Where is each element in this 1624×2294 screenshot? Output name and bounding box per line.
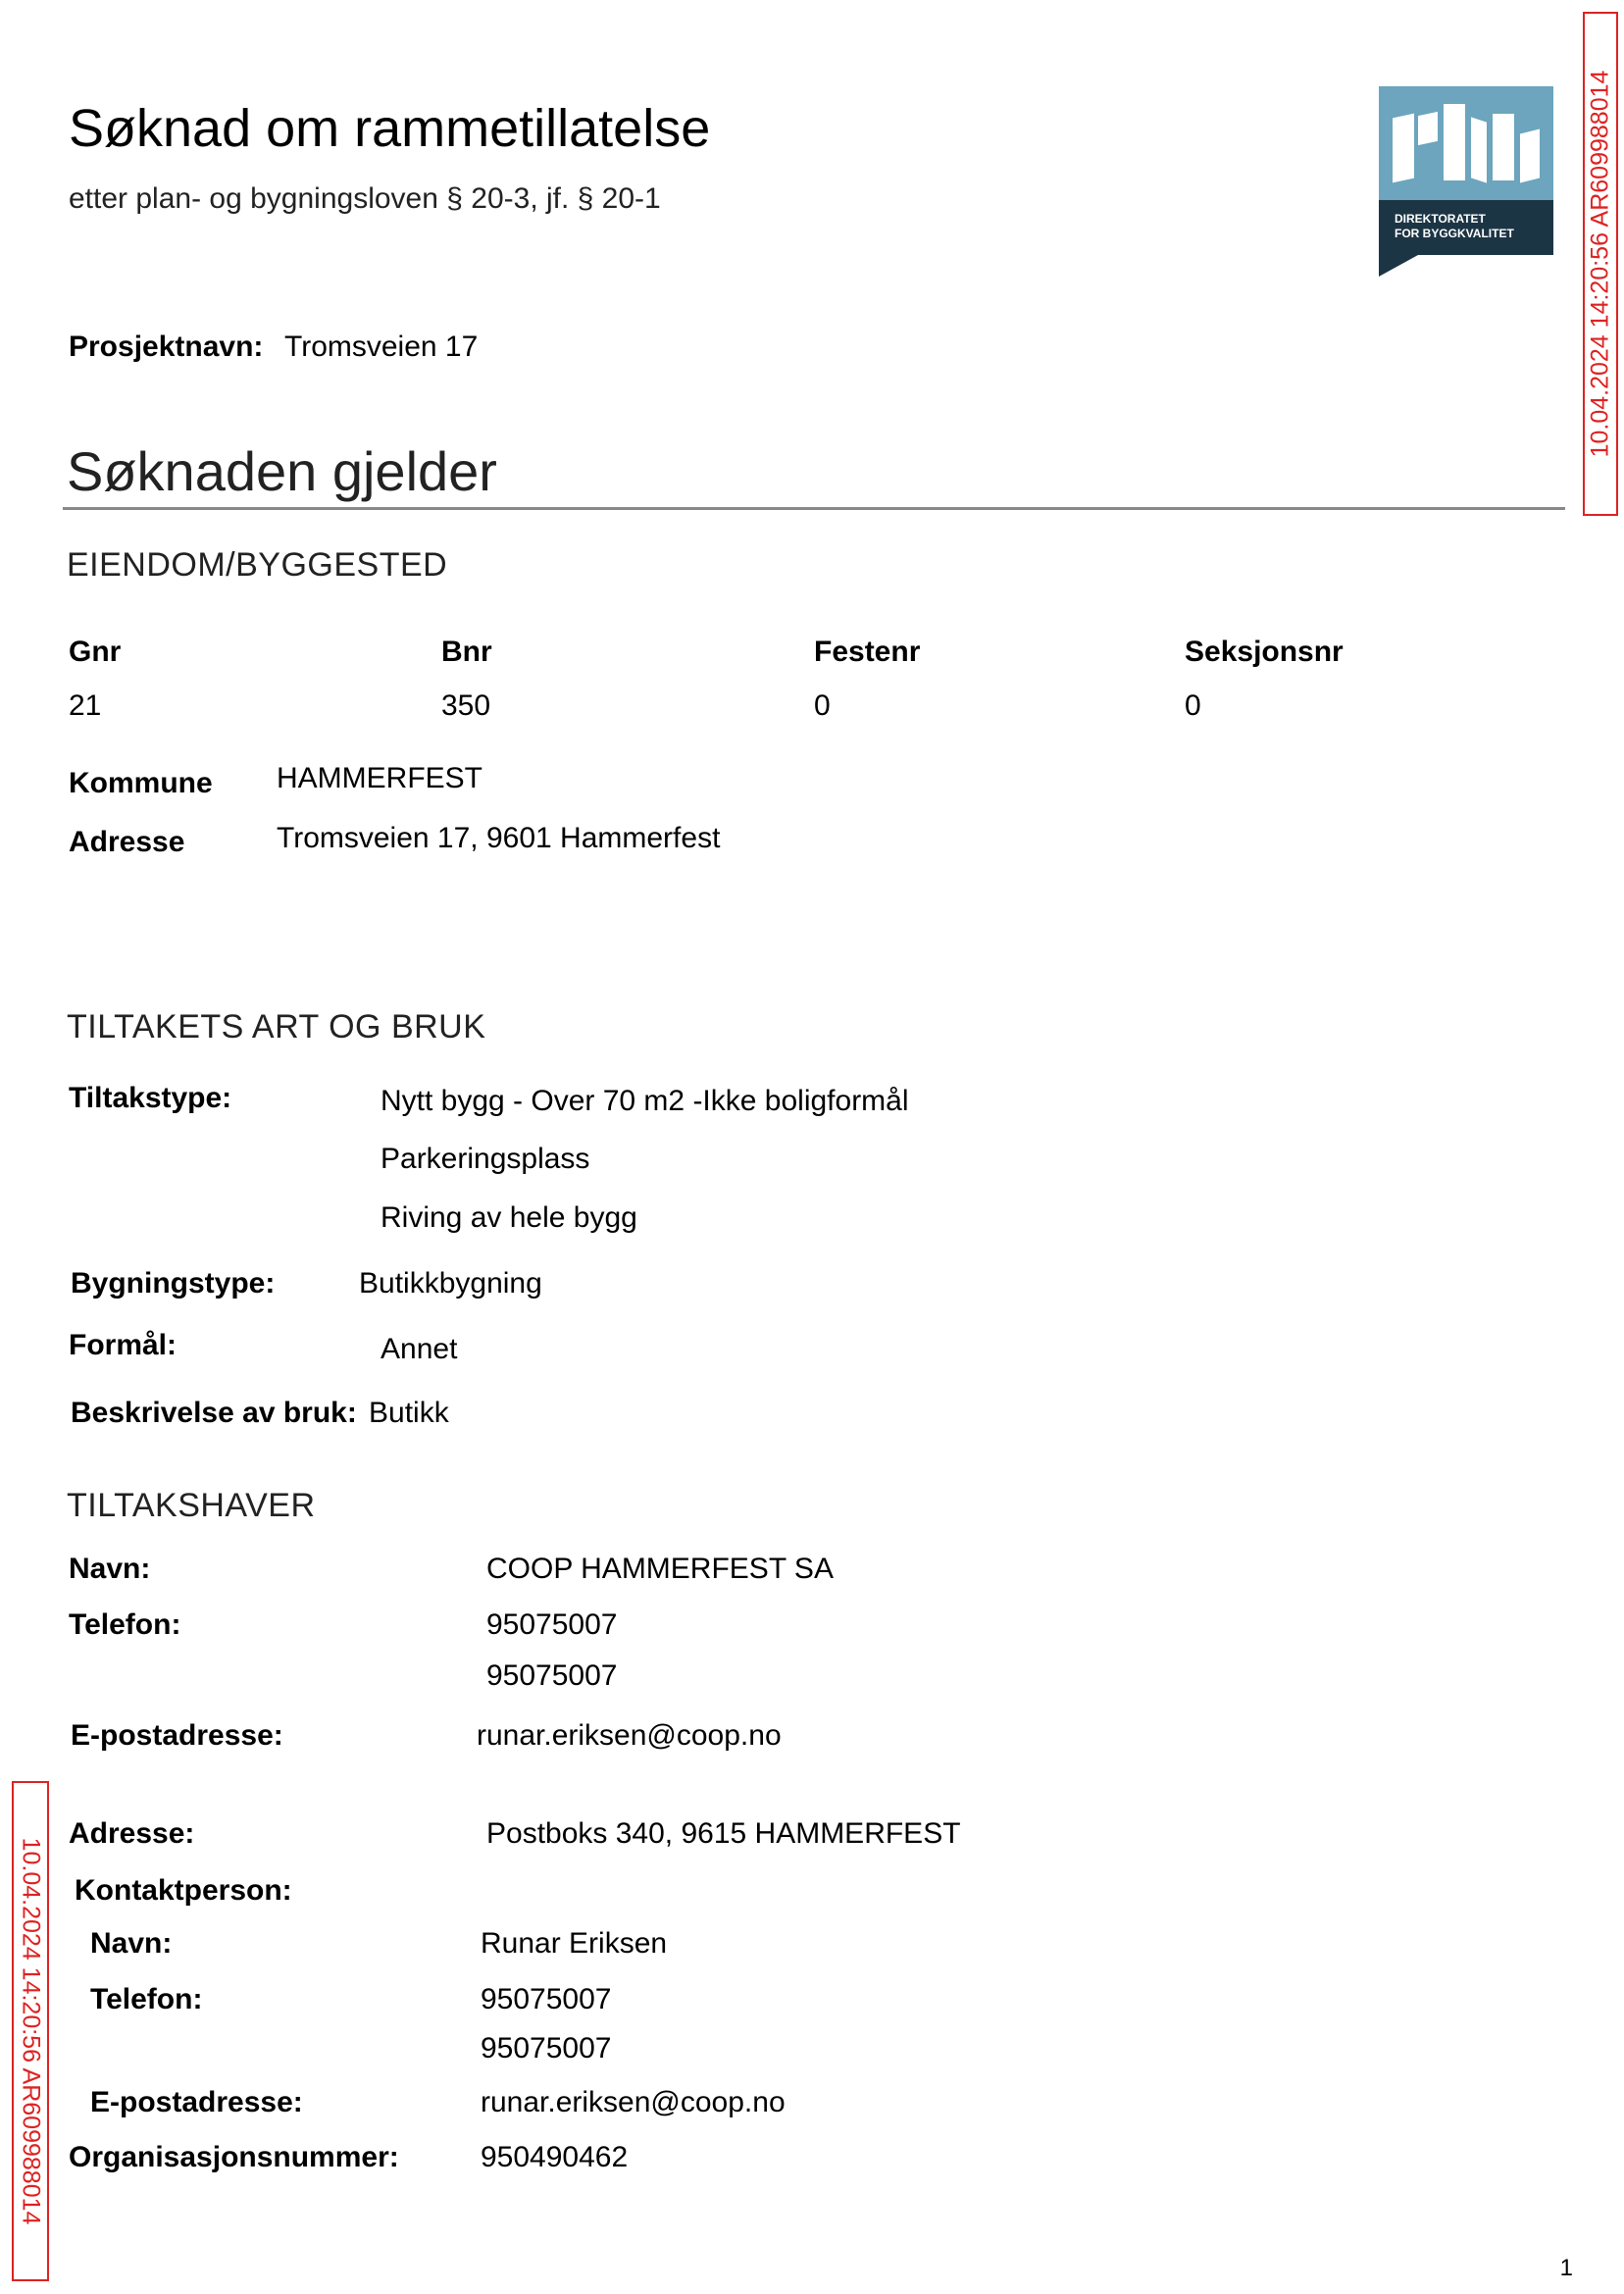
formal-value: Annet — [381, 1333, 458, 1365]
tiltakshaver-epost-value: runar.eriksen@coop.no — [477, 1719, 782, 1752]
kommune-label: Kommune — [69, 767, 213, 799]
page-number: 1 — [1559, 2255, 1573, 2281]
orgnr-label: Organisasjonsnummer: — [69, 2141, 399, 2173]
orgnr-value: 950490462 — [481, 2141, 629, 2173]
section-title: Søknaden gjelder — [67, 440, 497, 502]
bygningstype-value: Butikkbygning — [359, 1267, 542, 1300]
gnr-label: Gnr — [69, 636, 122, 668]
kontaktperson-label: Kontaktperson: — [75, 1874, 292, 1907]
logo-building-icon — [1379, 86, 1553, 200]
adresse-value: Tromsveien 17, 9601 Hammerfest — [277, 822, 721, 854]
tiltakshaver-adresse-value: Postboks 340, 9615 HAMMERFEST — [486, 1817, 961, 1850]
project-name-value: Tromsveien 17 — [284, 331, 479, 363]
page-subtitle: etter plan- og bygningsloven § 20-3, jf. § 20-1 — [69, 182, 661, 215]
festenr-label: Festenr — [814, 636, 921, 668]
page-title: Søknad om rammetillatelse — [69, 99, 711, 158]
logo-line-1: DIREKTORATET — [1395, 212, 1486, 226]
tiltakshaver-navn-value: COOP HAMMERFEST SA — [486, 1553, 834, 1585]
logo-line-2: FOR BYGGKVALITET — [1395, 227, 1514, 240]
kontakt-epost-value: runar.eriksen@coop.no — [481, 2086, 786, 2118]
tiltakshaver-telefon-1: 95075007 — [486, 1608, 618, 1641]
logo-text — [1379, 200, 1553, 255]
tiltak-heading: TILTAKETS ART OG BRUK — [67, 1008, 486, 1045]
tiltakstype-item-3: Riving av hele bygg — [381, 1201, 637, 1234]
kontakt-telefon-label: Telefon: — [90, 1983, 203, 2015]
seksjonsnr-label: Seksjonsnr — [1185, 636, 1344, 668]
festenr-value: 0 — [814, 689, 831, 722]
tiltakshaver-adresse-label: Adresse: — [69, 1817, 195, 1850]
right-stamp-text: 10.04.2024 14:20:56 AR609988014 — [1586, 70, 1614, 458]
bnr-value: 350 — [441, 689, 491, 722]
tiltakshaver-heading: TILTAKSHAVER — [67, 1487, 316, 1524]
kommune-value: HAMMERFEST — [277, 762, 482, 794]
section-divider — [63, 507, 1565, 510]
kontakt-navn-label: Navn: — [90, 1927, 173, 1960]
dibk-logo — [1379, 86, 1553, 277]
tiltakstype-item-1: Nytt bygg - Over 70 m2 -Ikke boligformål — [381, 1085, 909, 1117]
tiltakstype-item-2: Parkeringsplass — [381, 1143, 590, 1175]
bruk-value: Butikk — [369, 1397, 449, 1429]
tiltakshaver-telefon-2: 95075007 — [486, 1659, 618, 1692]
kontakt-telefon-1: 95075007 — [481, 1983, 612, 2015]
left-stamp-text: 10.04.2024 14:20:56 AR609988014 — [17, 1837, 45, 2225]
kontakt-navn-value: Runar Eriksen — [481, 1927, 668, 1960]
right-stamp — [1583, 12, 1618, 516]
gnr-value: 21 — [69, 689, 102, 722]
tiltakstype-label: Tiltakstype: — [69, 1082, 232, 1114]
bruk-label: Beskrivelse av bruk: — [71, 1397, 357, 1429]
bygningstype-label: Bygningstype: — [71, 1267, 276, 1300]
tiltakshaver-epost-label: E-postadresse: — [71, 1719, 283, 1752]
tiltakshaver-navn-label: Navn: — [69, 1553, 151, 1585]
formal-label: Formål: — [69, 1329, 178, 1361]
adresse-label: Adresse — [69, 826, 185, 858]
bnr-label: Bnr — [441, 636, 492, 668]
kontakt-epost-label: E-postadresse: — [90, 2086, 303, 2118]
tiltakshaver-telefon-label: Telefon: — [69, 1608, 181, 1641]
property-heading: EIENDOM/BYGGESTED — [67, 546, 448, 584]
kontakt-telefon-2: 95075007 — [481, 2032, 612, 2065]
seksjonsnr-value: 0 — [1185, 689, 1201, 722]
left-stamp — [12, 1781, 49, 2281]
project-name-label: Prosjektnavn: — [69, 331, 264, 363]
logo-flag — [1379, 255, 1418, 277]
